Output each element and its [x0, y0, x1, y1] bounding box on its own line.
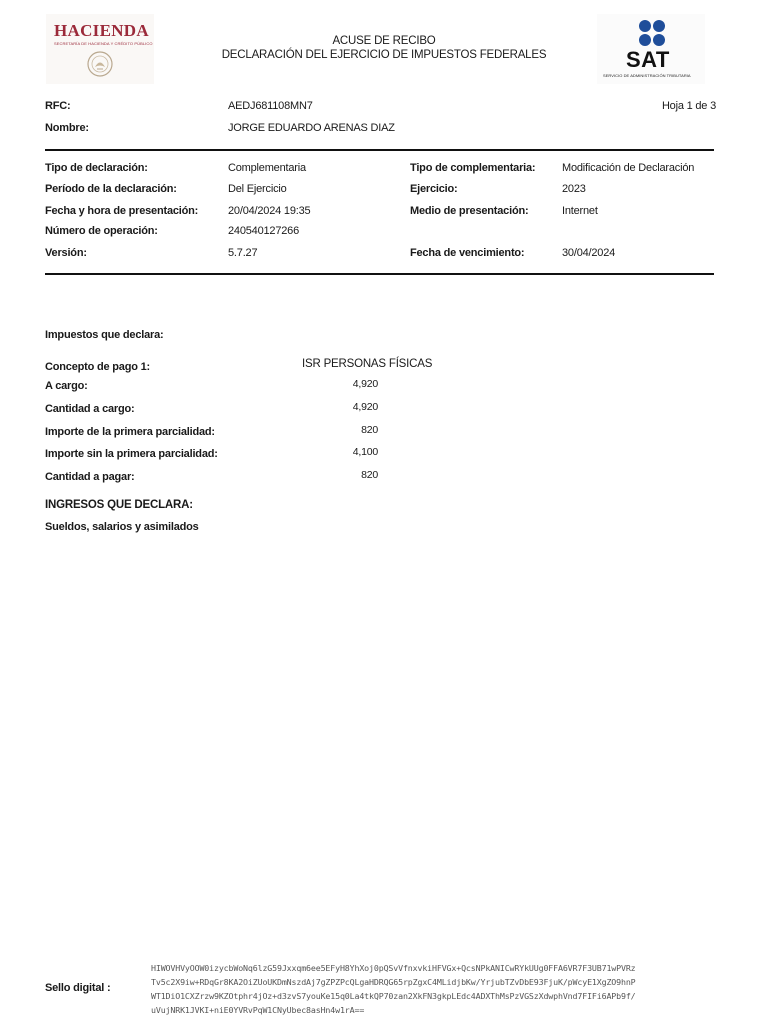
sin-primera-parcialidad-value: 4,100 — [352, 446, 378, 458]
cantidad-pagar-value: 820 — [361, 469, 378, 481]
rfc-value: AEDJ681108MN7 — [228, 100, 313, 112]
hacienda-logo-text: HACIENDA — [54, 21, 149, 40]
sat-logo-text: SAT — [626, 47, 670, 72]
cantidad-cargo-value: 4,920 — [352, 401, 378, 413]
name-label: Nombre: — [45, 122, 89, 134]
periodo-value: Del Ejercicio — [228, 183, 287, 195]
ingresos-section-label: INGRESOS QUE DECLARA: — [45, 499, 193, 511]
tipo-declaracion-label: Tipo de declaración: — [45, 162, 148, 174]
sello-digital-line-2: Tv5c2X9iw+RDqGr8KA2OiZUoUKDmNszdAj7gZPZPcQLgaHDRQG65rpZgxC4MLidjbKw/YrjubTZvDbE93FjuK/pWcyE1XgZO9hnP — [151, 977, 636, 987]
fecha-vencimiento-label: Fecha de vencimiento: — [410, 247, 525, 259]
version-value: 5.7.27 — [228, 247, 258, 259]
medio-presentacion-value: Internet — [562, 205, 598, 217]
sat-logo — [597, 14, 705, 84]
primera-parcialidad-value: 820 — [361, 424, 378, 436]
hacienda-logo-subtitle: SECRETARÍA DE HACIENDA Y CRÉDITO PÚBLICO — [54, 41, 153, 46]
name-value: JORGE EDUARDO ARENAS DIAZ — [228, 122, 395, 134]
sat-dots-icon — [638, 19, 666, 47]
numero-operacion-value: 240540127266 — [228, 225, 300, 237]
sello-digital-line-1: HIWOVHVyOOW0izycbWoNq6lzG59Jxxqm6ee5EFyH8YhXoj0pQSvVfnxvkiHFVGx+QcsNPkANICwRYkUUg0FFA6VR7F3UB71wPVRz — [151, 963, 636, 973]
fecha-vencimiento-value: 30/04/2024 — [562, 247, 616, 259]
cantidad-pagar-label: Cantidad a pagar: — [45, 471, 135, 483]
tipo-complementaria-label: Tipo de complementaria: — [410, 162, 536, 174]
medio-presentacion-label: Medio de presentación: — [410, 205, 529, 217]
fecha-presentacion-label: Fecha y hora de presentación: — [45, 205, 199, 217]
ingresos-item: Sueldos, salarios y asimilados — [45, 521, 199, 533]
numero-operacion-label: Número de operación: — [45, 225, 158, 237]
page-indicator: Hoja 1 de 3 — [661, 100, 716, 112]
periodo-label: Período de la declaración: — [45, 183, 177, 195]
rfc-label: RFC: — [45, 100, 71, 112]
tipo-declaracion-value: Complementaria — [228, 162, 306, 174]
ejercicio-label: Ejercicio: — [410, 183, 458, 195]
version-label: Versión: — [45, 247, 87, 259]
ejercicio-value: 2023 — [562, 183, 586, 195]
divider-bottom — [45, 273, 714, 275]
sello-digital-label: Sello digital : — [45, 982, 111, 994]
primera-parcialidad-label: Importe de la primera parcialidad: — [45, 426, 215, 438]
document-subtitle: DECLARACIÓN DEL EJERCICIO DE IMPUESTOS FEDERALES — [221, 49, 547, 61]
cantidad-cargo-label: Cantidad a cargo: — [45, 403, 135, 415]
fecha-presentacion-value: 20/04/2024 19:35 — [228, 205, 311, 217]
concepto-value: ISR PERSONAS FÍSICAS — [302, 358, 433, 370]
sello-digital-line-3: WT1DiO1CXZrzw9KZOtphr4jOz+d3zvS7youKe15q0La4tkQP70zan2XkFN3gkpLEdc4ADXThMsPzVGSzXdwphVnd7FIFi6APb9f/ — [151, 991, 636, 1001]
divider-top — [45, 149, 714, 151]
sat-logo-subtitle: SERVICIO DE ADMINISTRACIÓN TRIBUTARIA — [603, 73, 691, 78]
a-cargo-value: 4,920 — [352, 378, 378, 390]
impuestos-section-label: Impuestos que declara: — [45, 329, 164, 341]
sin-primera-parcialidad-label: Importe sin la primera parcialidad: — [45, 448, 218, 460]
sello-digital-line-4: uVujNRK1JVKI+niE0YVRvPqW1CNyUbec8asHn4w1rA== — [151, 1005, 365, 1015]
tipo-complementaria-value: Modificación de Declaración — [562, 162, 695, 174]
concepto-label: Concepto de pago 1: — [45, 361, 150, 373]
a-cargo-label: A cargo: — [45, 380, 88, 392]
document-title: ACUSE DE RECIBO — [332, 35, 436, 47]
